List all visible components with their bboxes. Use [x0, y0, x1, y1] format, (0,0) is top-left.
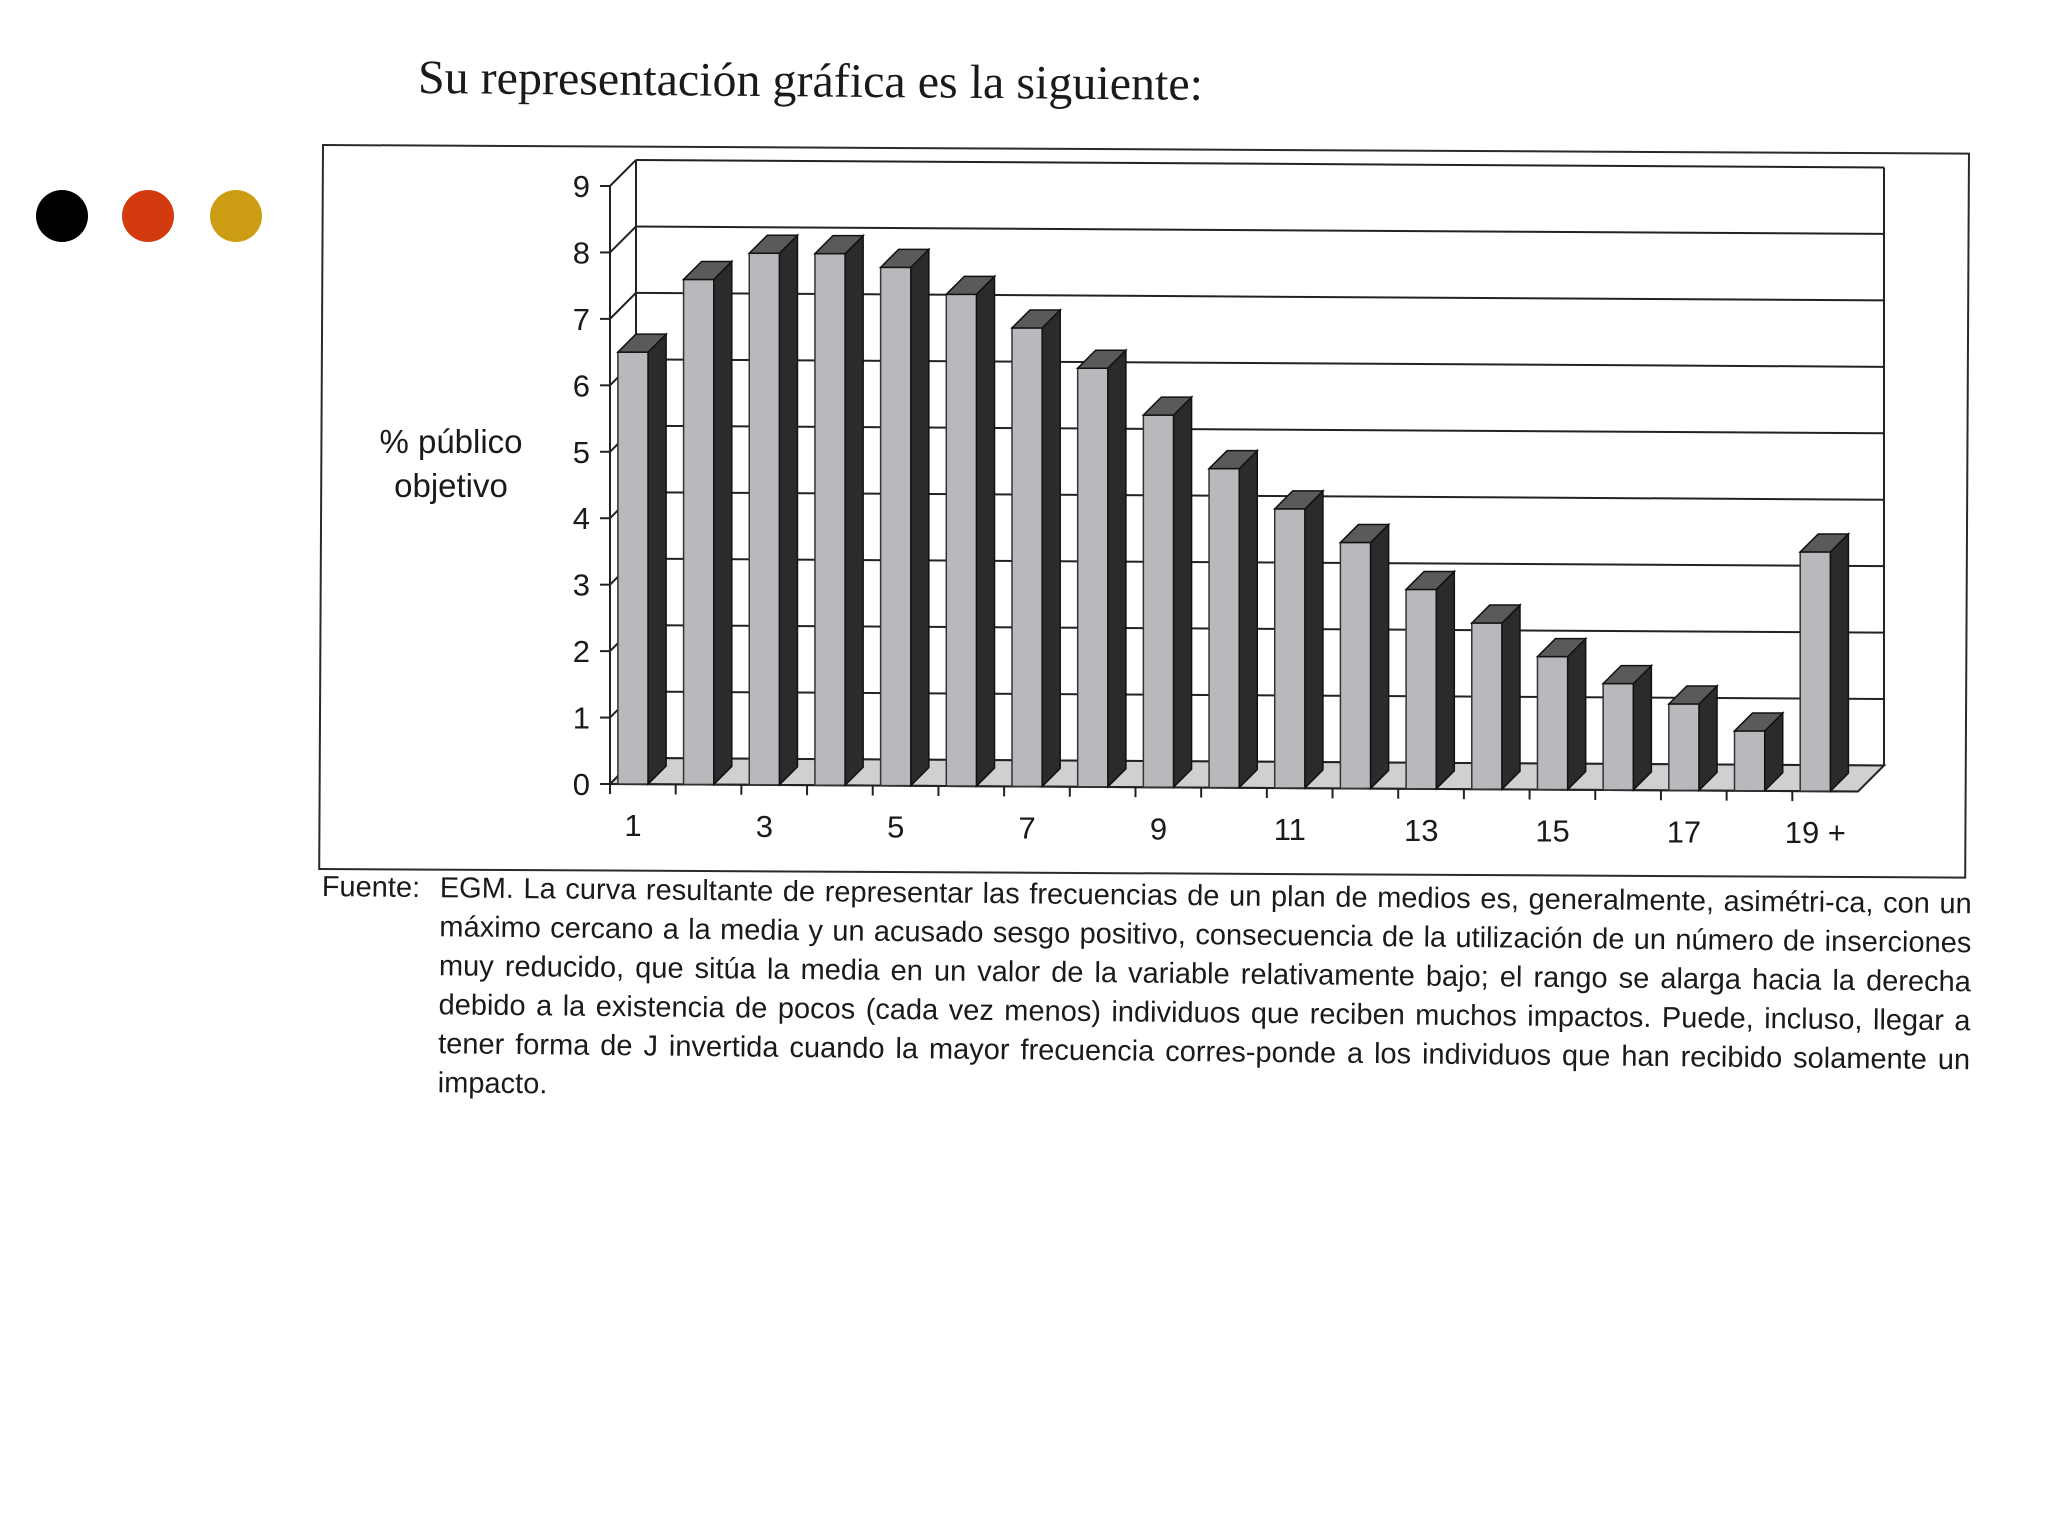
bar [618, 352, 648, 784]
x-tick-label: 1 [624, 808, 642, 844]
y-tick-label: 6 [572, 368, 590, 404]
bar [946, 294, 976, 786]
bar [1406, 589, 1436, 788]
bar [815, 254, 845, 786]
y-tick-label: 0 [572, 767, 590, 802]
x-tick-label: 13 [1403, 812, 1439, 848]
y-axis-label-line-2: objetivo [394, 467, 508, 504]
gridline-side [610, 160, 636, 186]
x-tick-label: 17 [1666, 814, 1702, 850]
bar-side [1830, 534, 1848, 791]
y-tick-label: 4 [572, 501, 590, 537]
bar-side [1305, 491, 1323, 788]
gridline [636, 226, 1884, 233]
x-tick-label: 7 [1018, 810, 1036, 846]
bar-side [1239, 451, 1257, 788]
bar [1603, 684, 1633, 790]
gridline-side [610, 226, 636, 252]
bar-side [1633, 666, 1651, 790]
y-tick-label: 1 [572, 700, 590, 736]
bar-side [779, 235, 797, 785]
x-tick-label: 9 [1149, 811, 1168, 847]
bar [1800, 552, 1830, 791]
bar-side [1436, 571, 1454, 788]
y-tick-label: 3 [572, 567, 590, 603]
x-tick-label: 5 [887, 809, 905, 845]
gridline [636, 160, 1884, 167]
bar [1078, 368, 1108, 787]
bar-side [1568, 639, 1586, 790]
bar [881, 267, 911, 785]
bar [1340, 543, 1370, 789]
bar-side [1042, 310, 1060, 786]
bar-side [1174, 397, 1192, 787]
x-tick-label: 11 [1273, 812, 1306, 848]
bar-side [911, 249, 929, 785]
gridline-side [610, 293, 636, 319]
x-tick-label: 19 + [1784, 815, 1846, 851]
bar [1537, 657, 1567, 790]
bar-side [1108, 350, 1126, 787]
bar-side [1371, 525, 1389, 789]
bar [749, 253, 779, 785]
bar [1209, 469, 1239, 788]
bar [1735, 731, 1765, 791]
bar-side [648, 334, 666, 784]
bar [684, 279, 714, 784]
y-tick-label: 7 [572, 301, 590, 337]
x-tick-label: 15 [1535, 813, 1570, 849]
figure-caption [320, 868, 1972, 1119]
page-title: Su representación gráfica es la siguiente: [417, 51, 1204, 111]
bar-side [714, 261, 732, 784]
y-axis-label-line-1: % público [379, 423, 523, 460]
y-axis-label [356, 420, 546, 508]
bar-side [977, 276, 995, 786]
chart-bars [618, 235, 1849, 791]
caption-text: EGM. La curva resultante de representar las frecuencias de un plan de medios es, generalmente, asimétri-ca, con un máximo cercano a la media y un acusado sesgo positivo, consecuencia de la utilización de un número de inserciones muy reducido, que sitúa la media en un valor de la variable relativamente bajo; el rango se alarga hacia la derecha debido a la existencia de pocos (cada vez menos) individuos que reciben muchos impactos. Puede, incluso, llegar a tener forma de J invertida cuando la mayor frecuencia corres-ponde a los individuos que han recibido solamente un impacto. [437, 872, 1972, 1101]
y-tick-label: 2 [572, 634, 590, 670]
x-tick-label: 3 [755, 808, 773, 844]
y-tick-label: 5 [572, 434, 590, 470]
bar [1012, 328, 1042, 786]
y-tick-label: 9 [572, 169, 590, 204]
bar [1669, 704, 1699, 790]
bar [1472, 623, 1502, 789]
bar [1275, 509, 1305, 788]
bar [1143, 415, 1173, 787]
y-tick-label: 8 [572, 235, 590, 271]
bar-side [1502, 605, 1520, 789]
bar-side [845, 236, 863, 786]
caption-source-label: Fuente: [321, 870, 421, 905]
